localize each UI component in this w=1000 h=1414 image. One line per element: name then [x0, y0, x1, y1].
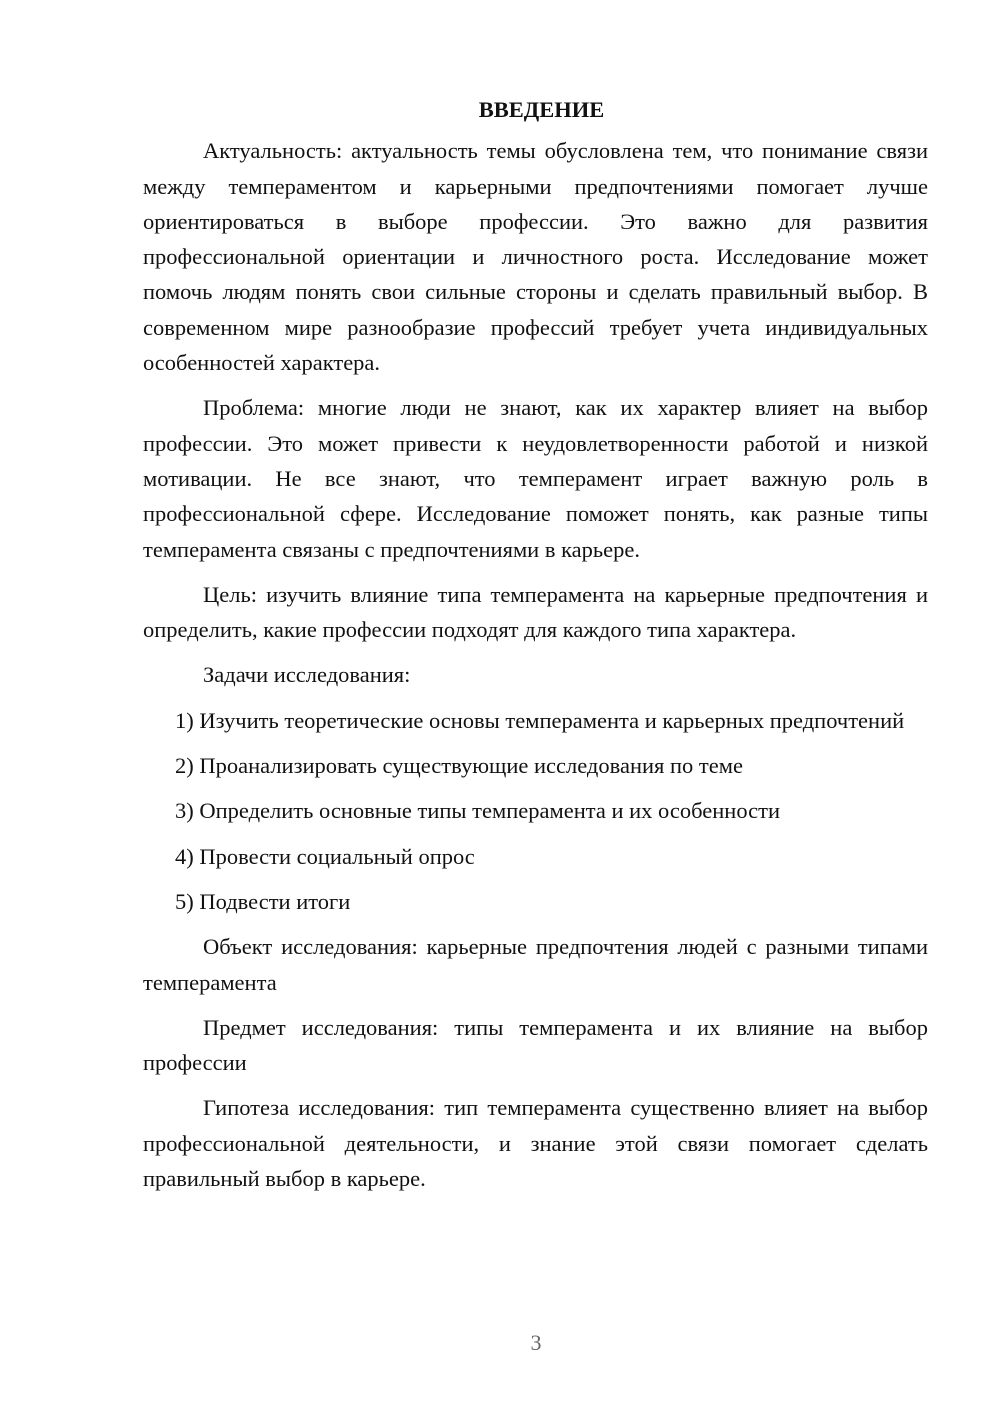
- section-title: ВВЕДЕНИЕ: [478, 97, 605, 122]
- task-item: 4) Провести социальный опрос: [175, 843, 475, 869]
- task-item: 1) Изучить теоретические основы темперамента и карьерных предпочтений: [175, 707, 905, 733]
- task-item: 5) Подвести итоги: [175, 888, 351, 914]
- document-page: [143, 92, 928, 1206]
- tasks-list: [143, 703, 928, 919]
- subject-paragraph: Предмет исследования: типы темперамента и их влияние на выбор профессии: [143, 1014, 928, 1076]
- task-item: 2) Проанализировать существующие исследования по теме: [175, 753, 743, 779]
- goal-paragraph: Цель: изучить влияние типа темперамента на карьерные предпочтения и определить, какие профессии подходят для каждого типа характера.: [143, 581, 928, 643]
- hypothesis-paragraph: Гипотеза исследования: тип темперамента существенно влияет на выбор профессиональной деятельности, и знание этой связи помогает сделать правильный выбор в карьере.: [143, 1095, 928, 1192]
- tasks-heading: Задачи исследования:: [203, 662, 411, 688]
- problem-paragraph: Проблема: многие люди не знают, как их характер влияет на выбор профессии. Это может привести к неудовлетворенности работой и низкой мотивации. Не все знают, что темперамент играет важную роль в профессиональной сфере. Исследование поможет понять, как разные типы темперамента связаны с предпочтениями в карьере.: [143, 395, 928, 562]
- relevance-paragraph: Актуальность: актуальность темы обусловлена тем, что понимание связи между темпераментом и карьерными предпочтениями помогает лучше ориентироваться в выборе профессии. Это важно для развития профессиональной ориентации и личностного роста. Исследование может помочь людям понять свои сильные стороны и сделать правильный выбор. В современном мире разнообразие профессий требует учета индивидуальных особенностей характера.: [143, 138, 928, 376]
- object-paragraph: Объект исследования: карьерные предпочтения людей с разными типами темперамента: [143, 934, 928, 995]
- task-item: 3) Определить основные типы темперамента и их особенности: [175, 798, 780, 824]
- page-number: 3: [530, 1330, 542, 1355]
